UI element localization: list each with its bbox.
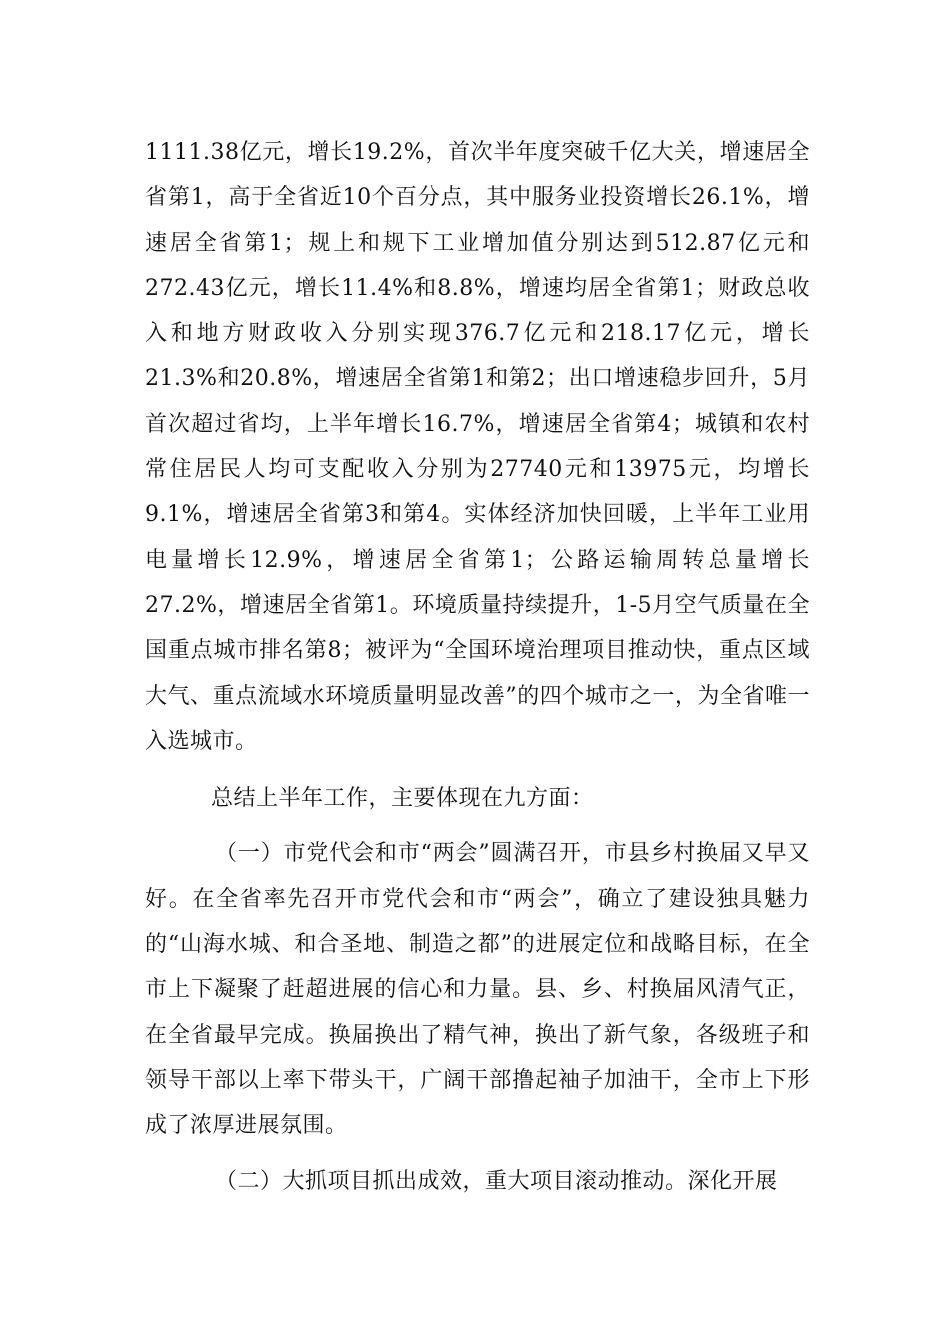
paragraph-summary-intro: 总结上半年工作，主要体现在九方面： [211, 786, 594, 812]
paragraph-economic-results: 1111.38亿元，增长19.2%，首次半年度突破千亿大关，增速居全省第1，高于全省近10个百分点，其中服务业投资增长26.1%，增速居全省第1；规上和规下工业增加值分别达到512.87亿元和272.43亿元，增长11.4%和8.8%，增速均居全省第1；财政总收入和地方财政收入分别实现376.7亿元和218.17亿元，增长21.3%和20.8%，增速居全省第1和第2；出口增速稳步回升，5月首次超过省均，上半年增长16.7%，增速居全省第4；城镇和农村常住居民人均可支配收入分别为27740元和13975元，均增长9.1%，增速居全省第3和第4。实体经济加快回暖，上半年工业用电量增长12.9%，增速居全省第1；公路运输周转总量增长27.2%，增速居全省第1。环境质量持续提升，1-5月空气质量在全国重点城市排名第8；被评为“全国环境治理项目推动快，重点区域大气、重点流域水环境质量明显改善”的四个城市之一，为全省唯一入选城市。 [145, 140, 810, 754]
document-body [145, 130, 810, 1204]
paragraph-section-one: （一）市党代会和市“两会”圆满召开，市县乡村换届又早又好。在全省率先召开市党代会和市“两会”，确立了建设独具魅力的“山海水城、和合圣地、制造之都”的进展定位和战略目标，在全市上下凝聚了赶超进展的信心和力量。县、乡、村换届风清气正，在全省最早完成。换届换出了精气神，换出了新气象，各级班子和领导干部以上率下带头干，广阔干部撸起袖子加油干，全市上下形成了浓厚进展氛围。 [145, 841, 810, 1139]
paragraph-section-two: （二）大抓项目抓出成效，重大项目滚动推动。深化开展 [215, 1168, 778, 1194]
